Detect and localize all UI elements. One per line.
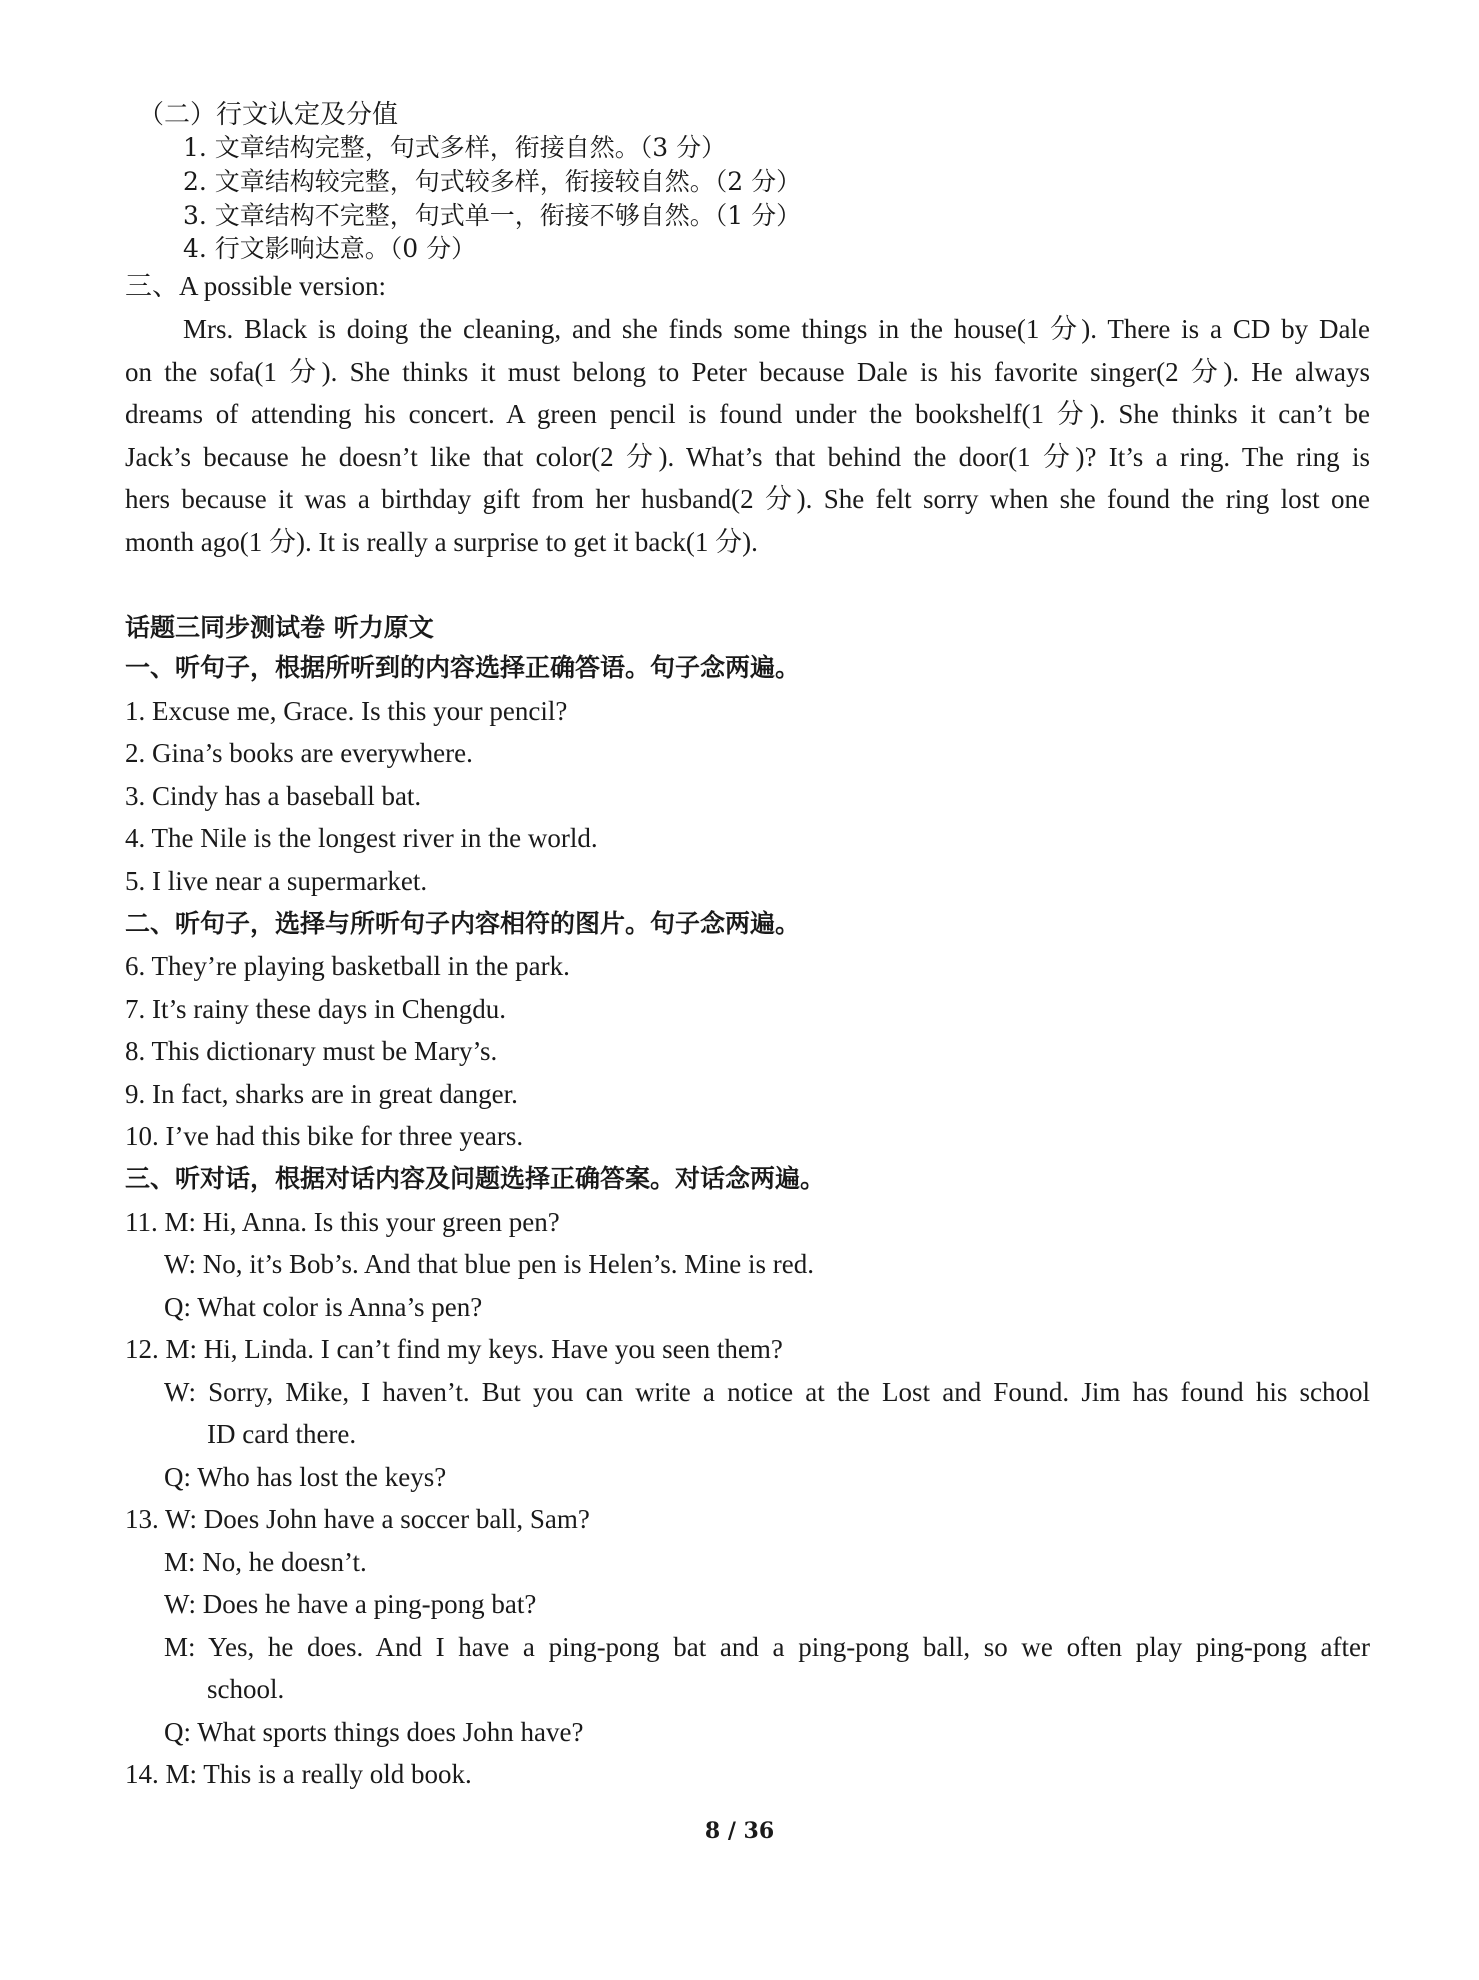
dialogue-line: 11. M: Hi, Anna. Is this your green pen? (125, 1207, 560, 1237)
grading-item: 4. 行文影响达意。（0 分） (183, 234, 477, 263)
dialogue-line: ID card there. (207, 1419, 357, 1449)
grading-item: 1. 文章结构完整，句式多样，衔接自然。（3 分） (183, 133, 727, 162)
dialogue-line: W: Sorry, Mike, I haven’t. But you can write a notice at the Lost and Found. Jim has found his school (164, 1377, 1370, 1407)
dialogue-line: Q: Who has lost the keys? (164, 1462, 447, 1492)
dialogue-line: Q: What color is Anna’s pen? (164, 1292, 483, 1322)
grading-item: 2. 文章结构较完整，句式较多样，衔接较自然。（2 分） (183, 167, 802, 196)
sample-line: on the sofa(1 分). She thinks it must belong to Peter because Dale is his favorite singer(2 分). He always (125, 357, 1370, 387)
dialogue-line: M: Yes, he does. And I have a ping-pong bat and a ping-pong ball, so we often play ping-pong after (164, 1632, 1370, 1662)
sample-line: Mrs. Black is doing the cleaning, and she finds some things in the house(1 分). There is a CD by Dale (183, 314, 1370, 344)
script-title: 话题三同步测试卷 听力原文 (125, 613, 434, 642)
grading-heading: （二）行文认定及分值 (138, 100, 399, 130)
sample-heading: 三、A possible version: (125, 271, 386, 301)
page-number: 8 / 36 (704, 1818, 775, 1844)
part1-heading: 一、听句子，根据所听到的内容选择正确答语。句子念两遍。 (125, 653, 801, 682)
sample-line: Jack’s because he doesn’t like that color(2 分). What’s that behind the door(1 分)? It’s a ring. The ring is (125, 442, 1370, 472)
sample-line: month ago(1 分). It is really a surprise to get it back(1 分). (125, 527, 758, 557)
list-item: 1. Excuse me, Grace. Is this your pencil? (125, 696, 568, 726)
sample-line: hers because it was a birthday gift from her husband(2 分). She felt sorry when she found the ring lost one (125, 484, 1370, 514)
part2-heading: 二、听句子，选择与所听句子内容相符的图片。句子念两遍。 (125, 909, 801, 938)
sample-line: dreams of attending his concert. A green pencil is found under the bookshelf(1 分). She thinks it can’t be (125, 399, 1370, 429)
list-item: 6. They’re playing basketball in the park. (125, 951, 570, 981)
list-item: 8. This dictionary must be Mary’s. (125, 1036, 498, 1066)
list-item: 5. I live near a supermarket. (125, 866, 428, 896)
list-item: 7. It’s rainy these days in Chengdu. (125, 994, 506, 1024)
list-item: 9. In fact, sharks are in great danger. (125, 1079, 518, 1109)
list-item: 3. Cindy has a baseball bat. (125, 781, 422, 811)
list-item: 4. The Nile is the longest river in the world. (125, 823, 598, 853)
dialogue-line: W: No, it’s Bob’s. And that blue pen is Helen’s. Mine is red. (164, 1249, 814, 1279)
dialogue-line: Q: What sports things does John have? (164, 1717, 584, 1747)
dialogue-line: M: No, he doesn’t. (164, 1547, 367, 1577)
dialogue-line: school. (207, 1674, 285, 1704)
part3-heading: 三、听对话，根据对话内容及问题选择正确答案。对话念两遍。 (125, 1164, 826, 1193)
dialogue-line: W: Does he have a ping-pong bat? (164, 1589, 537, 1619)
dialogue-line: 13. W: Does John have a soccer ball, Sam? (125, 1504, 590, 1534)
dialogue-line: 12. M: Hi, Linda. I can’t find my keys. Have you seen them? (125, 1334, 783, 1364)
grading-item: 3. 文章结构不完整，句式单一，衔接不够自然。（1 分） (183, 201, 802, 230)
dialogue-line: 14. M: This is a really old book. (125, 1759, 472, 1789)
list-item: 2. Gina’s books are everywhere. (125, 738, 473, 768)
list-item: 10. I’ve had this bike for three years. (125, 1121, 524, 1151)
